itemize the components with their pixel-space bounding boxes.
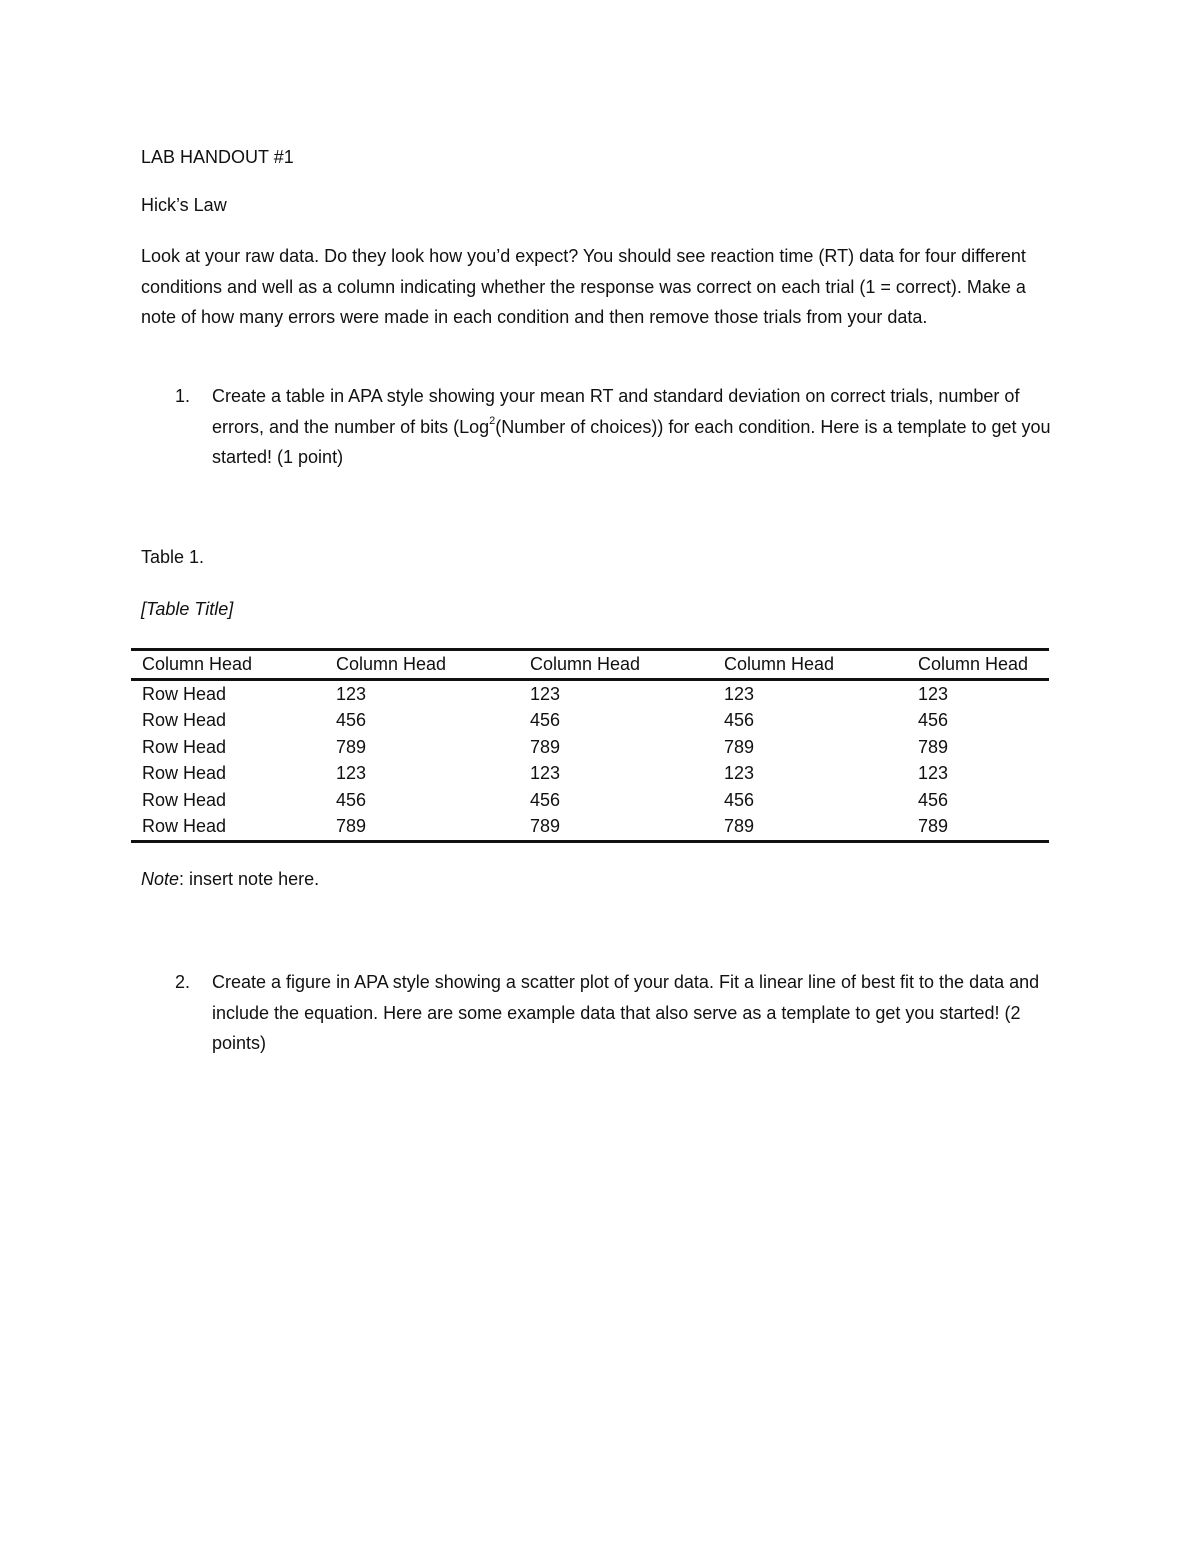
row-head: Row Head (142, 710, 227, 731)
column-head: Column Head (131, 650, 325, 680)
table-row (131, 761, 1049, 788)
table-cell: 456 (336, 710, 367, 731)
document-title: LAB HANDOUT #1 (141, 147, 294, 167)
table-cell: 789 (519, 814, 713, 842)
row-head: Row Head (142, 789, 227, 810)
intro-paragraph: Look at your raw data. Do they look how you’d expect? You should see reaction time (RT) data for four different conditions and well as a column indicating whether the response was correct on each trial (1 = correct). Make a note of how many errors were made in each condition and then remove those trials from your data. (141, 246, 1026, 327)
row-head: Row Head (142, 683, 227, 704)
list-item-2-number: 2. (175, 972, 191, 992)
table-cell: 123 (336, 763, 367, 784)
table-row (131, 708, 1049, 735)
column-head: Column Head (519, 650, 713, 680)
table-row (131, 787, 1049, 814)
row-head: Row Head (142, 736, 227, 757)
list-item-1-number: 1. (175, 386, 191, 406)
document-subtitle: Hick’s Law (141, 195, 227, 215)
table-cell: 789 (713, 814, 907, 842)
table-cell: 456 (724, 789, 755, 810)
table-row (131, 680, 1049, 708)
table-cell: 789 (918, 736, 949, 757)
log-base-superscript: 2 (489, 414, 496, 427)
table-cell: 789 (325, 814, 519, 842)
table-cell: 123 (918, 683, 949, 704)
table-cell: 456 (918, 710, 949, 731)
table-cell: 123 (530, 763, 561, 784)
column-head: Column Head (907, 650, 1049, 680)
table-cell: 456 (724, 710, 755, 731)
table-cell: 456 (336, 789, 367, 810)
table-note (141, 864, 319, 894)
list-item-2-text: Create a figure in APA style showing a scatter plot of your data. Fit a linear line of best fit to the data and include the equation. Here are some example data that also serve as a template to get you started! (2 points) (212, 972, 1040, 1053)
table-label: Table 1. (141, 547, 205, 567)
list-item-1-text-after: (Number of choices)) for each condition. Here is a template to get you started! (1 point) (212, 416, 1051, 467)
table-note-label: Note (141, 869, 180, 889)
table-cell: 456 (530, 789, 561, 810)
table-cell: 123 (530, 683, 561, 704)
list-item-1 (175, 381, 1055, 473)
table-cell: 789 (907, 814, 1049, 842)
row-head: Row Head (131, 814, 325, 842)
table-cell: 123 (724, 683, 755, 704)
column-head: Column Head (325, 650, 519, 680)
row-head: Row Head (142, 763, 227, 784)
table-row (131, 814, 1049, 842)
table-title: [Table Title] (141, 599, 234, 619)
table-cell: 789 (724, 736, 755, 757)
table-cell: 123 (336, 683, 367, 704)
table-cell: 789 (530, 736, 561, 757)
apa-table (131, 648, 1049, 843)
table-cell: 456 (530, 710, 561, 731)
table-header-row (131, 650, 1049, 680)
table-row (131, 734, 1049, 761)
table-cell: 789 (336, 736, 367, 757)
list-item-2 (175, 967, 1055, 1059)
table-cell: 456 (918, 789, 949, 810)
table-note-text: : insert note here. (179, 869, 320, 889)
column-head: Column Head (713, 650, 907, 680)
table-cell: 123 (724, 763, 755, 784)
list-item-1-text-before: Create a table in APA style showing your mean RT and standard deviation on correct trials, number of errors, and the number of bits (Log (212, 386, 1020, 437)
list-item-1-text (212, 381, 1055, 473)
table-cell: 123 (918, 763, 949, 784)
